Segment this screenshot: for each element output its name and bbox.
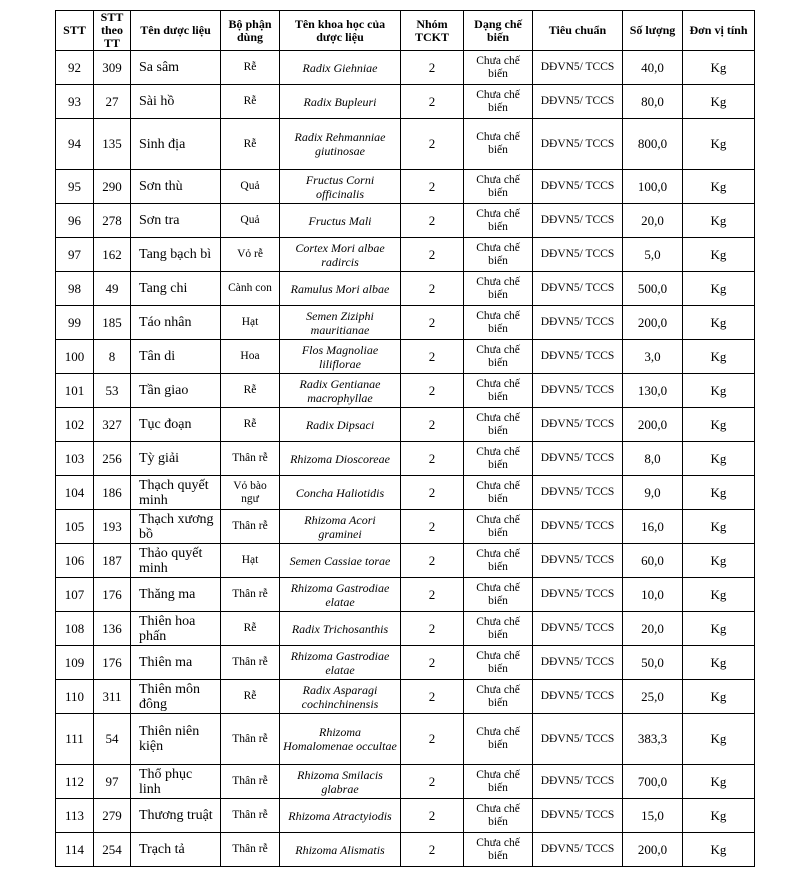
table-row bbox=[56, 646, 755, 680]
table-row bbox=[56, 442, 755, 476]
bo-phan-dung-cell: Hạt bbox=[221, 306, 280, 340]
dang-che-bien-cell: Chưa chế biến bbox=[464, 833, 533, 867]
stt-theo-tt-cell: 278 bbox=[94, 204, 131, 238]
stt-theo-tt-cell: 27 bbox=[94, 85, 131, 119]
don-vi-tinh-cell: Kg bbox=[683, 374, 755, 408]
stt-theo-tt-cell: 279 bbox=[94, 799, 131, 833]
ten-khoa-hoc-cell: Radix Giehniae bbox=[280, 51, 401, 85]
table-row bbox=[56, 85, 755, 119]
don-vi-tinh-cell: Kg bbox=[683, 646, 755, 680]
stt-cell: 96 bbox=[56, 204, 94, 238]
header-ten-khoa-hoc: Tên khoa học của dược liệu bbox=[280, 11, 401, 51]
ten-khoa-hoc-cell: Ramulus Mori albae bbox=[280, 272, 401, 306]
tieu-chuan-cell: DĐVN5/ TCCS bbox=[533, 578, 623, 612]
ten-duoc-lieu-cell: Tang chi bbox=[131, 272, 221, 306]
stt-cell: 104 bbox=[56, 476, 94, 510]
nhom-tckt-cell: 2 bbox=[401, 680, 464, 714]
nhom-tckt-cell: 2 bbox=[401, 544, 464, 578]
bo-phan-dung-cell: Cành con bbox=[221, 272, 280, 306]
ten-duoc-lieu-cell: Sài hồ bbox=[131, 85, 221, 119]
tieu-chuan-cell: DĐVN5/ TCCS bbox=[533, 306, 623, 340]
table-row bbox=[56, 680, 755, 714]
ten-duoc-lieu-cell: Sa sâm bbox=[131, 51, 221, 85]
dang-che-bien-cell: Chưa chế biến bbox=[464, 680, 533, 714]
stt-theo-tt-cell: 187 bbox=[94, 544, 131, 578]
dang-che-bien-cell: Chưa chế biến bbox=[464, 765, 533, 799]
stt-theo-tt-cell: 8 bbox=[94, 340, 131, 374]
bo-phan-dung-cell: Rễ bbox=[221, 85, 280, 119]
nhom-tckt-cell: 2 bbox=[401, 612, 464, 646]
don-vi-tinh-cell: Kg bbox=[683, 119, 755, 170]
so-luong-cell: 25,0 bbox=[623, 680, 683, 714]
ten-khoa-hoc-cell: Rhizoma Gastrodiae elatae bbox=[280, 646, 401, 680]
don-vi-tinh-cell: Kg bbox=[683, 612, 755, 646]
nhom-tckt-cell: 2 bbox=[401, 799, 464, 833]
header-bo-phan-dung: Bộ phận dùng bbox=[221, 11, 280, 51]
tieu-chuan-cell: DĐVN5/ TCCS bbox=[533, 833, 623, 867]
ten-khoa-hoc-cell: Rhizoma Atractyiodis bbox=[280, 799, 401, 833]
don-vi-tinh-cell: Kg bbox=[683, 238, 755, 272]
stt-cell: 100 bbox=[56, 340, 94, 374]
stt-theo-tt-cell: 186 bbox=[94, 476, 131, 510]
bo-phan-dung-cell: Thân rễ bbox=[221, 578, 280, 612]
bo-phan-dung-cell: Vỏ rễ bbox=[221, 238, 280, 272]
table-row bbox=[56, 204, 755, 238]
so-luong-cell: 50,0 bbox=[623, 646, 683, 680]
ten-khoa-hoc-cell: Rhizoma Gastrodiae elatae bbox=[280, 578, 401, 612]
ten-duoc-lieu-cell: Thiên hoa phấn bbox=[131, 612, 221, 646]
header-stt: STT bbox=[56, 11, 94, 51]
header-dang-che-bien: Dạng chế biến bbox=[464, 11, 533, 51]
stt-cell: 98 bbox=[56, 272, 94, 306]
ten-duoc-lieu-cell: Thạch quyết minh bbox=[131, 476, 221, 510]
bo-phan-dung-cell: Thân rễ bbox=[221, 833, 280, 867]
tieu-chuan-cell: DĐVN5/ TCCS bbox=[533, 544, 623, 578]
tieu-chuan-cell: DĐVN5/ TCCS bbox=[533, 170, 623, 204]
stt-theo-tt-cell: 290 bbox=[94, 170, 131, 204]
tieu-chuan-cell: DĐVN5/ TCCS bbox=[533, 765, 623, 799]
stt-cell: 94 bbox=[56, 119, 94, 170]
bo-phan-dung-cell: Rễ bbox=[221, 51, 280, 85]
stt-theo-tt-cell: 136 bbox=[94, 612, 131, 646]
stt-theo-tt-cell: 53 bbox=[94, 374, 131, 408]
table-row bbox=[56, 374, 755, 408]
stt-cell: 95 bbox=[56, 170, 94, 204]
medicinal-herbs-table bbox=[55, 10, 755, 867]
dang-che-bien-cell: Chưa chế biến bbox=[464, 85, 533, 119]
tieu-chuan-cell: DĐVN5/ TCCS bbox=[533, 799, 623, 833]
tieu-chuan-cell: DĐVN5/ TCCS bbox=[533, 374, 623, 408]
don-vi-tinh-cell: Kg bbox=[683, 170, 755, 204]
ten-khoa-hoc-cell: Concha Haliotidis bbox=[280, 476, 401, 510]
so-luong-cell: 60,0 bbox=[623, 544, 683, 578]
nhom-tckt-cell: 2 bbox=[401, 442, 464, 476]
dang-che-bien-cell: Chưa chế biến bbox=[464, 612, 533, 646]
stt-cell: 114 bbox=[56, 833, 94, 867]
don-vi-tinh-cell: Kg bbox=[683, 714, 755, 765]
don-vi-tinh-cell: Kg bbox=[683, 272, 755, 306]
ten-khoa-hoc-cell: Radix Dipsaci bbox=[280, 408, 401, 442]
so-luong-cell: 800,0 bbox=[623, 119, 683, 170]
so-luong-cell: 20,0 bbox=[623, 204, 683, 238]
ten-khoa-hoc-cell: Radix Rehmanniae giutinosae bbox=[280, 119, 401, 170]
table-row bbox=[56, 340, 755, 374]
ten-khoa-hoc-cell: Radix Bupleuri bbox=[280, 85, 401, 119]
stt-theo-tt-cell: 309 bbox=[94, 51, 131, 85]
stt-theo-tt-cell: 97 bbox=[94, 765, 131, 799]
ten-duoc-lieu-cell: Tục đoạn bbox=[131, 408, 221, 442]
so-luong-cell: 80,0 bbox=[623, 85, 683, 119]
don-vi-tinh-cell: Kg bbox=[683, 306, 755, 340]
so-luong-cell: 200,0 bbox=[623, 833, 683, 867]
so-luong-cell: 15,0 bbox=[623, 799, 683, 833]
stt-theo-tt-cell: 185 bbox=[94, 306, 131, 340]
stt-cell: 97 bbox=[56, 238, 94, 272]
ten-khoa-hoc-cell: Rhizoma Acori graminei bbox=[280, 510, 401, 544]
don-vi-tinh-cell: Kg bbox=[683, 578, 755, 612]
ten-duoc-lieu-cell: Sơn thù bbox=[131, 170, 221, 204]
ten-khoa-hoc-cell: Fructus Mali bbox=[280, 204, 401, 238]
table-row bbox=[56, 799, 755, 833]
header-nhom-tckt: Nhóm TCKT bbox=[401, 11, 464, 51]
table-row bbox=[56, 612, 755, 646]
stt-theo-tt-cell: 54 bbox=[94, 714, 131, 765]
don-vi-tinh-cell: Kg bbox=[683, 510, 755, 544]
nhom-tckt-cell: 2 bbox=[401, 85, 464, 119]
bo-phan-dung-cell: Hạt bbox=[221, 544, 280, 578]
bo-phan-dung-cell: Rễ bbox=[221, 374, 280, 408]
bo-phan-dung-cell: Hoa bbox=[221, 340, 280, 374]
dang-che-bien-cell: Chưa chế biến bbox=[464, 340, 533, 374]
don-vi-tinh-cell: Kg bbox=[683, 765, 755, 799]
header-ten-duoc-lieu: Tên dược liệu bbox=[131, 11, 221, 51]
stt-cell: 101 bbox=[56, 374, 94, 408]
tieu-chuan-cell: DĐVN5/ TCCS bbox=[533, 714, 623, 765]
ten-khoa-hoc-cell: Semen Cassiae torae bbox=[280, 544, 401, 578]
nhom-tckt-cell: 2 bbox=[401, 340, 464, 374]
bo-phan-dung-cell: Quả bbox=[221, 170, 280, 204]
so-luong-cell: 500,0 bbox=[623, 272, 683, 306]
stt-theo-tt-cell: 327 bbox=[94, 408, 131, 442]
ten-khoa-hoc-cell: Rhizoma Dioscoreae bbox=[280, 442, 401, 476]
nhom-tckt-cell: 2 bbox=[401, 170, 464, 204]
dang-che-bien-cell: Chưa chế biến bbox=[464, 306, 533, 340]
so-luong-cell: 200,0 bbox=[623, 408, 683, 442]
table-row bbox=[56, 714, 755, 765]
ten-duoc-lieu-cell: Thiên ma bbox=[131, 646, 221, 680]
stt-cell: 106 bbox=[56, 544, 94, 578]
header-stt-theo-tt: STT theo TT bbox=[94, 11, 131, 51]
stt-theo-tt-cell: 135 bbox=[94, 119, 131, 170]
ten-duoc-lieu-cell: Thiên niên kiện bbox=[131, 714, 221, 765]
tieu-chuan-cell: DĐVN5/ TCCS bbox=[533, 442, 623, 476]
don-vi-tinh-cell: Kg bbox=[683, 680, 755, 714]
stt-cell: 93 bbox=[56, 85, 94, 119]
stt-theo-tt-cell: 176 bbox=[94, 578, 131, 612]
table-row bbox=[56, 544, 755, 578]
so-luong-cell: 20,0 bbox=[623, 612, 683, 646]
tieu-chuan-cell: DĐVN5/ TCCS bbox=[533, 646, 623, 680]
nhom-tckt-cell: 2 bbox=[401, 578, 464, 612]
stt-cell: 103 bbox=[56, 442, 94, 476]
tieu-chuan-cell: DĐVN5/ TCCS bbox=[533, 238, 623, 272]
table-row bbox=[56, 272, 755, 306]
tieu-chuan-cell: DĐVN5/ TCCS bbox=[533, 85, 623, 119]
bo-phan-dung-cell: Thân rễ bbox=[221, 442, 280, 476]
ten-khoa-hoc-cell: Rhizoma Alismatis bbox=[280, 833, 401, 867]
stt-cell: 105 bbox=[56, 510, 94, 544]
stt-cell: 110 bbox=[56, 680, 94, 714]
tieu-chuan-cell: DĐVN5/ TCCS bbox=[533, 510, 623, 544]
bo-phan-dung-cell: Thân rễ bbox=[221, 765, 280, 799]
ten-khoa-hoc-cell: Rhizoma Smilacis glabrae bbox=[280, 765, 401, 799]
don-vi-tinh-cell: Kg bbox=[683, 544, 755, 578]
stt-cell: 111 bbox=[56, 714, 94, 765]
ten-khoa-hoc-cell: Radix Trichosanthis bbox=[280, 612, 401, 646]
so-luong-cell: 5,0 bbox=[623, 238, 683, 272]
ten-duoc-lieu-cell: Thổ phục linh bbox=[131, 765, 221, 799]
table-row bbox=[56, 408, 755, 442]
table-row bbox=[56, 833, 755, 867]
ten-duoc-lieu-cell: Thăng ma bbox=[131, 578, 221, 612]
don-vi-tinh-cell: Kg bbox=[683, 799, 755, 833]
tieu-chuan-cell: DĐVN5/ TCCS bbox=[533, 408, 623, 442]
tieu-chuan-cell: DĐVN5/ TCCS bbox=[533, 51, 623, 85]
nhom-tckt-cell: 2 bbox=[401, 714, 464, 765]
table-row bbox=[56, 51, 755, 85]
don-vi-tinh-cell: Kg bbox=[683, 833, 755, 867]
so-luong-cell: 200,0 bbox=[623, 306, 683, 340]
tieu-chuan-cell: DĐVN5/ TCCS bbox=[533, 612, 623, 646]
so-luong-cell: 100,0 bbox=[623, 170, 683, 204]
ten-khoa-hoc-cell: Semen Ziziphi mauritianae bbox=[280, 306, 401, 340]
nhom-tckt-cell: 2 bbox=[401, 408, 464, 442]
ten-khoa-hoc-cell: Radix Asparagi cochinchinensis bbox=[280, 680, 401, 714]
ten-khoa-hoc-cell: Fructus Corni officinalis bbox=[280, 170, 401, 204]
table-row bbox=[56, 119, 755, 170]
dang-che-bien-cell: Chưa chế biến bbox=[464, 544, 533, 578]
stt-theo-tt-cell: 254 bbox=[94, 833, 131, 867]
so-luong-cell: 130,0 bbox=[623, 374, 683, 408]
ten-duoc-lieu-cell: Thạch xương bồ bbox=[131, 510, 221, 544]
nhom-tckt-cell: 2 bbox=[401, 646, 464, 680]
table-row bbox=[56, 476, 755, 510]
dang-che-bien-cell: Chưa chế biến bbox=[464, 714, 533, 765]
dang-che-bien-cell: Chưa chế biến bbox=[464, 799, 533, 833]
tieu-chuan-cell: DĐVN5/ TCCS bbox=[533, 680, 623, 714]
nhom-tckt-cell: 2 bbox=[401, 476, 464, 510]
tieu-chuan-cell: DĐVN5/ TCCS bbox=[533, 340, 623, 374]
ten-khoa-hoc-cell: Rhizoma Homalomenae occultae bbox=[280, 714, 401, 765]
so-luong-cell: 10,0 bbox=[623, 578, 683, 612]
stt-cell: 112 bbox=[56, 765, 94, 799]
stt-cell: 92 bbox=[56, 51, 94, 85]
bo-phan-dung-cell: Thân rễ bbox=[221, 799, 280, 833]
header-don-vi-tinh: Đơn vị tính bbox=[683, 11, 755, 51]
dang-che-bien-cell: Chưa chế biến bbox=[464, 578, 533, 612]
bo-phan-dung-cell: Rễ bbox=[221, 612, 280, 646]
table-header-row bbox=[56, 11, 755, 51]
so-luong-cell: 16,0 bbox=[623, 510, 683, 544]
table-body bbox=[56, 51, 755, 867]
ten-duoc-lieu-cell: Thiên môn đông bbox=[131, 680, 221, 714]
tieu-chuan-cell: DĐVN5/ TCCS bbox=[533, 476, 623, 510]
stt-theo-tt-cell: 256 bbox=[94, 442, 131, 476]
nhom-tckt-cell: 2 bbox=[401, 374, 464, 408]
header-tieu-chuan: Tiêu chuẩn bbox=[533, 11, 623, 51]
nhom-tckt-cell: 2 bbox=[401, 510, 464, 544]
nhom-tckt-cell: 2 bbox=[401, 833, 464, 867]
dang-che-bien-cell: Chưa chế biến bbox=[464, 238, 533, 272]
nhom-tckt-cell: 2 bbox=[401, 119, 464, 170]
nhom-tckt-cell: 2 bbox=[401, 204, 464, 238]
don-vi-tinh-cell: Kg bbox=[683, 204, 755, 238]
ten-duoc-lieu-cell: Táo nhân bbox=[131, 306, 221, 340]
nhom-tckt-cell: 2 bbox=[401, 51, 464, 85]
bo-phan-dung-cell: Rễ bbox=[221, 680, 280, 714]
don-vi-tinh-cell: Kg bbox=[683, 85, 755, 119]
stt-cell: 108 bbox=[56, 612, 94, 646]
bo-phan-dung-cell: Vỏ bào ngư bbox=[221, 476, 280, 510]
ten-khoa-hoc-cell: Flos Magnoliae liliflorae bbox=[280, 340, 401, 374]
ten-duoc-lieu-cell: Thương truật bbox=[131, 799, 221, 833]
dang-che-bien-cell: Chưa chế biến bbox=[464, 408, 533, 442]
table-row bbox=[56, 170, 755, 204]
tieu-chuan-cell: DĐVN5/ TCCS bbox=[533, 119, 623, 170]
don-vi-tinh-cell: Kg bbox=[683, 442, 755, 476]
stt-theo-tt-cell: 162 bbox=[94, 238, 131, 272]
ten-duoc-lieu-cell: Tỳ giải bbox=[131, 442, 221, 476]
so-luong-cell: 40,0 bbox=[623, 51, 683, 85]
bo-phan-dung-cell: Thân rễ bbox=[221, 510, 280, 544]
don-vi-tinh-cell: Kg bbox=[683, 51, 755, 85]
tieu-chuan-cell: DĐVN5/ TCCS bbox=[533, 204, 623, 238]
tieu-chuan-cell: DĐVN5/ TCCS bbox=[533, 272, 623, 306]
table-row bbox=[56, 306, 755, 340]
ten-duoc-lieu-cell: Tân di bbox=[131, 340, 221, 374]
bo-phan-dung-cell: Rễ bbox=[221, 119, 280, 170]
so-luong-cell: 3,0 bbox=[623, 340, 683, 374]
stt-theo-tt-cell: 193 bbox=[94, 510, 131, 544]
dang-che-bien-cell: Chưa chế biến bbox=[464, 510, 533, 544]
ten-duoc-lieu-cell: Tang bạch bì bbox=[131, 238, 221, 272]
ten-duoc-lieu-cell: Thảo quyết minh bbox=[131, 544, 221, 578]
stt-theo-tt-cell: 311 bbox=[94, 680, 131, 714]
dang-che-bien-cell: Chưa chế biến bbox=[464, 374, 533, 408]
stt-theo-tt-cell: 49 bbox=[94, 272, 131, 306]
ten-khoa-hoc-cell: Cortex Mori albae radircis bbox=[280, 238, 401, 272]
nhom-tckt-cell: 2 bbox=[401, 272, 464, 306]
dang-che-bien-cell: Chưa chế biến bbox=[464, 476, 533, 510]
dang-che-bien-cell: Chưa chế biến bbox=[464, 170, 533, 204]
dang-che-bien-cell: Chưa chế biến bbox=[464, 646, 533, 680]
bo-phan-dung-cell: Thân rễ bbox=[221, 714, 280, 765]
table-row bbox=[56, 238, 755, 272]
don-vi-tinh-cell: Kg bbox=[683, 340, 755, 374]
ten-duoc-lieu-cell: Tần giao bbox=[131, 374, 221, 408]
ten-duoc-lieu-cell: Sinh địa bbox=[131, 119, 221, 170]
so-luong-cell: 8,0 bbox=[623, 442, 683, 476]
dang-che-bien-cell: Chưa chế biến bbox=[464, 51, 533, 85]
table-row bbox=[56, 578, 755, 612]
dang-che-bien-cell: Chưa chế biến bbox=[464, 272, 533, 306]
bo-phan-dung-cell: Quả bbox=[221, 204, 280, 238]
stt-cell: 99 bbox=[56, 306, 94, 340]
bo-phan-dung-cell: Rễ bbox=[221, 408, 280, 442]
don-vi-tinh-cell: Kg bbox=[683, 408, 755, 442]
nhom-tckt-cell: 2 bbox=[401, 238, 464, 272]
table-row bbox=[56, 510, 755, 544]
nhom-tckt-cell: 2 bbox=[401, 306, 464, 340]
ten-duoc-lieu-cell: Trạch tả bbox=[131, 833, 221, 867]
stt-cell: 102 bbox=[56, 408, 94, 442]
table-row bbox=[56, 765, 755, 799]
so-luong-cell: 9,0 bbox=[623, 476, 683, 510]
don-vi-tinh-cell: Kg bbox=[683, 476, 755, 510]
header-so-luong: Số lượng bbox=[623, 11, 683, 51]
so-luong-cell: 700,0 bbox=[623, 765, 683, 799]
stt-cell: 107 bbox=[56, 578, 94, 612]
bo-phan-dung-cell: Thân rễ bbox=[221, 646, 280, 680]
dang-che-bien-cell: Chưa chế biến bbox=[464, 119, 533, 170]
ten-khoa-hoc-cell: Radix Gentianae macrophyllae bbox=[280, 374, 401, 408]
dang-che-bien-cell: Chưa chế biến bbox=[464, 442, 533, 476]
stt-cell: 113 bbox=[56, 799, 94, 833]
stt-theo-tt-cell: 176 bbox=[94, 646, 131, 680]
dang-che-bien-cell: Chưa chế biến bbox=[464, 204, 533, 238]
nhom-tckt-cell: 2 bbox=[401, 765, 464, 799]
so-luong-cell: 383,3 bbox=[623, 714, 683, 765]
ten-duoc-lieu-cell: Sơn tra bbox=[131, 204, 221, 238]
stt-cell: 109 bbox=[56, 646, 94, 680]
